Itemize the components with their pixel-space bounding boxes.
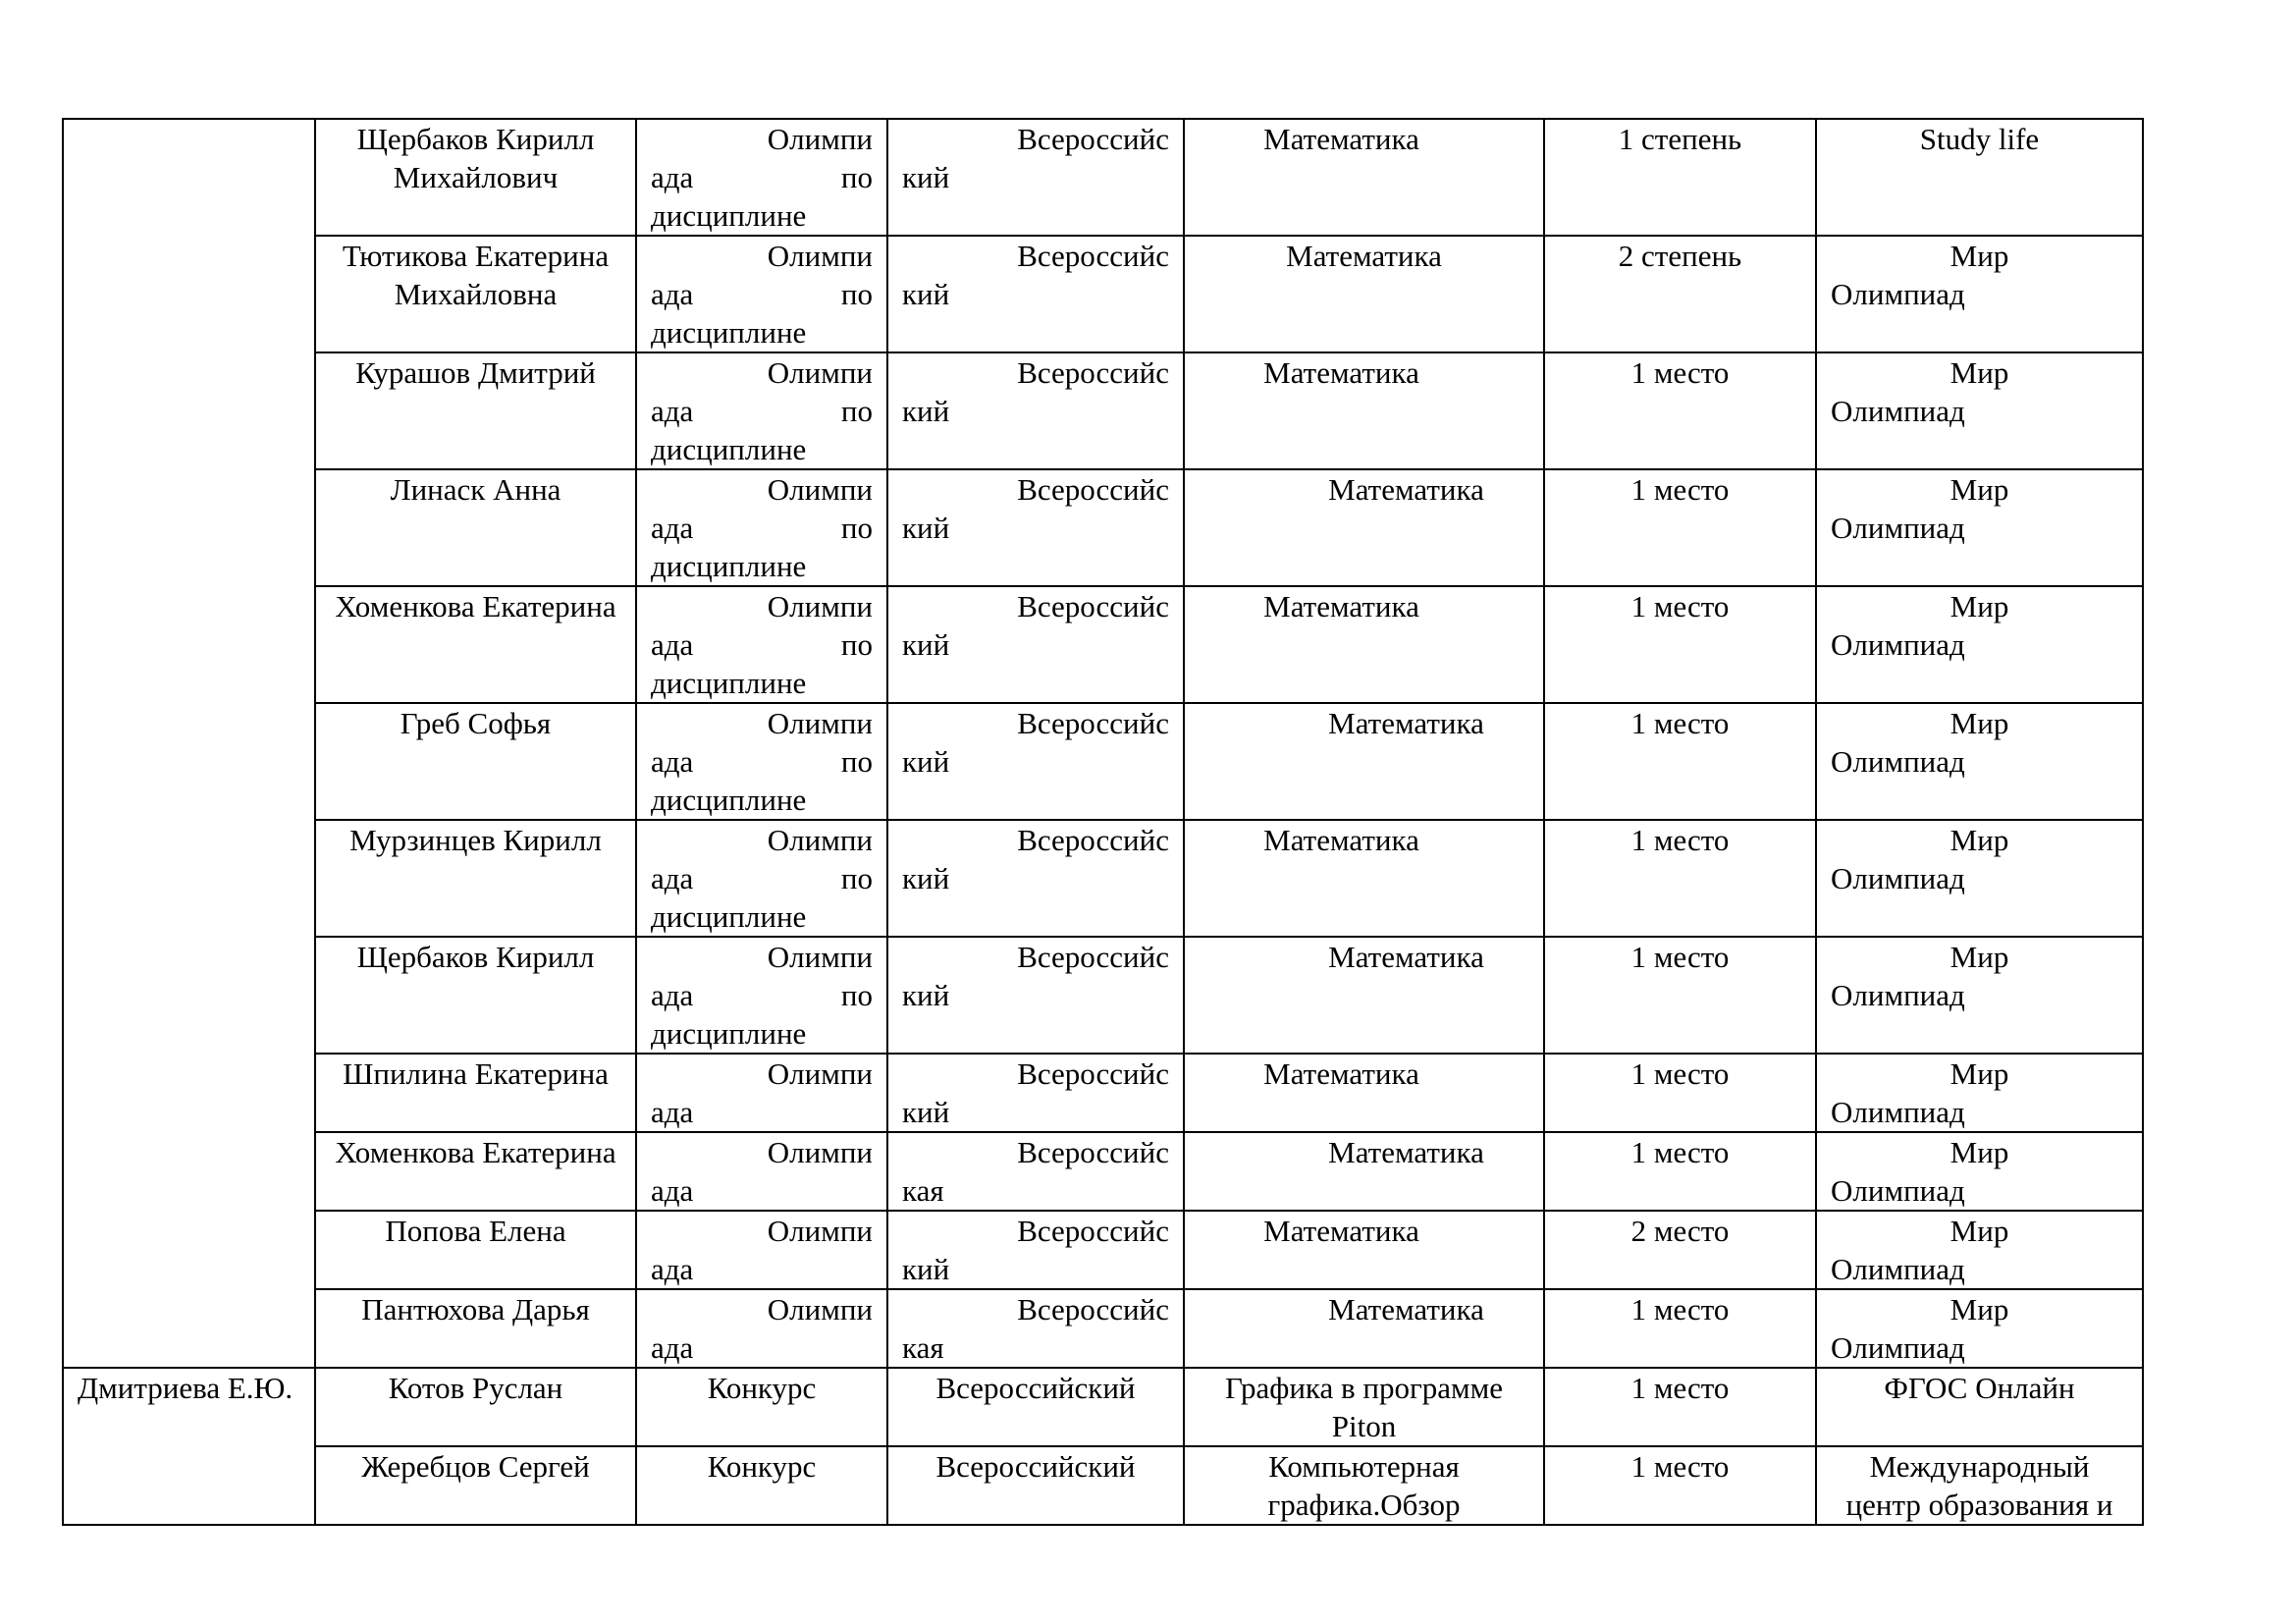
result: 2 место	[1630, 1214, 1730, 1248]
event-type-line: Олимпи	[767, 589, 873, 623]
result: 1 место	[1630, 1371, 1730, 1405]
level-cell	[887, 1211, 1184, 1289]
event-type-line	[637, 509, 886, 547]
organizer-line: Олимпиад	[1831, 978, 1965, 1012]
student-name-cell	[315, 119, 636, 236]
subject-cell	[1184, 1446, 1544, 1525]
organizer-cell	[1816, 1054, 2143, 1132]
subject-cell	[1184, 236, 1544, 352]
table-row	[63, 1211, 2143, 1289]
event-type-line: Олимпи	[767, 1056, 873, 1091]
student-name-cell	[315, 703, 636, 820]
event-type-cell	[636, 586, 887, 703]
event-type-line: Олимпи	[767, 122, 873, 156]
result-cell	[1544, 586, 1816, 703]
level-line: Всероссийс	[1017, 1135, 1169, 1169]
event-type-word: по	[840, 160, 873, 194]
organizer-cell	[1816, 937, 2143, 1054]
event-type-line: ада	[651, 1095, 694, 1129]
result-cell	[1544, 1211, 1816, 1289]
event-type-line: дисциплине	[651, 899, 807, 934]
level-line: Всероссийс	[1017, 355, 1169, 390]
level-cell	[887, 937, 1184, 1054]
event-type-word: по	[840, 394, 873, 428]
subject-cell	[1184, 586, 1544, 703]
level-cell	[887, 469, 1184, 586]
event-type-line: Олимпи	[767, 823, 873, 857]
org-cell	[1816, 1446, 2143, 1525]
event-type-line	[637, 742, 886, 781]
result-cell	[1544, 1446, 1816, 1525]
subject-cell	[1184, 703, 1544, 820]
student-name-cell	[315, 1132, 636, 1211]
result: 1 место	[1630, 823, 1730, 857]
event-type-word: ада	[651, 160, 694, 194]
organizer-line: Мир	[1949, 1135, 2009, 1169]
level-cell	[887, 1368, 1184, 1446]
subject: Математика	[1263, 823, 1419, 857]
event-type-cell	[636, 937, 887, 1054]
event-type-cell	[636, 119, 887, 236]
organizer-line: Олимпиад	[1831, 861, 1965, 895]
event-type-cell	[636, 1054, 887, 1132]
table-row	[63, 1368, 2143, 1446]
organizer-line: Олимпиад	[1831, 1252, 1965, 1286]
organizer: Study life	[1919, 122, 2040, 156]
event-type-line: дисциплине	[651, 315, 807, 350]
student-name: Шпилина Екатерина	[343, 1056, 609, 1091]
organizer-line: Мир	[1949, 1056, 2009, 1091]
event-type-line: дисциплине	[651, 198, 807, 233]
table-row	[63, 119, 2143, 236]
student-name: Хоменкова Екатерина	[335, 589, 616, 623]
level-line: Всероссийс	[1017, 940, 1169, 974]
result-cell	[1544, 119, 1816, 236]
name: Жеребцов Сергей	[361, 1449, 590, 1484]
student-name-cell	[315, 820, 636, 937]
event-type-line: Олимпи	[767, 1135, 873, 1169]
type-cell	[636, 1446, 887, 1525]
organizer-line: Олимпиад	[1831, 277, 1965, 311]
organizer-line: Олимпиад	[1831, 394, 1965, 428]
level-line: Всероссийс	[1017, 1292, 1169, 1326]
level-line: кий	[902, 627, 950, 662]
organizer-cell	[1816, 820, 2143, 937]
subject: Математика	[1328, 1135, 1484, 1169]
level-cell	[887, 703, 1184, 820]
level-line: кий	[902, 978, 950, 1012]
result-cell	[1544, 236, 1816, 352]
results-table	[62, 118, 2144, 1526]
result-cell	[1544, 352, 1816, 469]
organizer-line: Мир	[1949, 1292, 2009, 1326]
result: 1 место	[1630, 706, 1730, 740]
organizer-line: Олимпиад	[1831, 511, 1965, 545]
event-type-cell	[636, 1132, 887, 1211]
result: 2 степень	[1618, 239, 1742, 273]
student-name: Хоменкова Екатерина	[335, 1135, 616, 1169]
result-cell	[1544, 1132, 1816, 1211]
event-type-line: дисциплине	[651, 666, 807, 700]
result: 1 место	[1630, 472, 1730, 507]
event-type-line: Олимпи	[767, 940, 873, 974]
level-line: кий	[902, 744, 950, 779]
table-row	[63, 1289, 2143, 1368]
level-line: Всероссийс	[1017, 239, 1169, 273]
student-name-cell	[315, 586, 636, 703]
event-type-line: Олимпи	[767, 1292, 873, 1326]
level-cell	[887, 1054, 1184, 1132]
organizer-cell	[1816, 1289, 2143, 1368]
event-type-line: дисциплине	[651, 1016, 807, 1051]
event-type-line	[637, 158, 886, 196]
level-line: кий	[902, 861, 950, 895]
level-cell	[887, 1289, 1184, 1368]
organizer-cell	[1816, 352, 2143, 469]
organizer-line: Мир	[1949, 472, 2009, 507]
table-row	[63, 937, 2143, 1054]
level-line: Всероссийс	[1017, 1056, 1169, 1091]
event-type-cell	[636, 703, 887, 820]
organizer-cell	[1816, 236, 2143, 352]
event-type-line	[637, 976, 886, 1014]
org: ФГОС Онлайн	[1884, 1371, 2075, 1405]
organizer-line: Олимпиад	[1831, 1173, 1965, 1208]
result: 1 место	[1630, 1056, 1730, 1091]
event-type-line	[637, 275, 886, 313]
event-type-cell	[636, 469, 887, 586]
subject-cell	[1184, 1132, 1544, 1211]
event-type-word: ада	[651, 277, 694, 311]
student-name-cell	[315, 1054, 636, 1132]
event-type-word: ада	[651, 861, 694, 895]
student-name-cell	[315, 1289, 636, 1368]
student-name-cell	[315, 1211, 636, 1289]
level-line: Всероссийс	[1017, 589, 1169, 623]
subject-cell	[1184, 820, 1544, 937]
event-type-cell	[636, 1289, 887, 1368]
event-type-line	[637, 625, 886, 664]
table-row	[63, 1446, 2143, 1525]
result: 1 место	[1630, 1135, 1730, 1169]
table-row	[63, 820, 2143, 937]
name: Котов Руслан	[388, 1371, 563, 1405]
organizer-cell	[1816, 469, 2143, 586]
event-type-line: Олимпи	[767, 355, 873, 390]
student-name: Линаск Анна	[390, 472, 561, 507]
table-row	[63, 703, 2143, 820]
student-name: Попова Елена	[385, 1214, 566, 1248]
level-line: кий	[902, 511, 950, 545]
event-type-cell	[636, 236, 887, 352]
level-cell	[887, 352, 1184, 469]
event-type-line: Олимпи	[767, 239, 873, 273]
result: 1 место	[1630, 1292, 1730, 1326]
result: 1 степень	[1618, 122, 1742, 156]
subject: Математика	[1263, 589, 1419, 623]
event-type-cell	[636, 820, 887, 937]
subject-cell	[1184, 1054, 1544, 1132]
level-cell	[887, 1132, 1184, 1211]
result-cell	[1544, 1289, 1816, 1368]
type-cell	[636, 1368, 887, 1446]
result-cell	[1544, 820, 1816, 937]
level-cell	[887, 119, 1184, 236]
organizer-line: Мир	[1949, 355, 2009, 390]
organizer-line: Мир	[1949, 940, 2009, 974]
event-type-line: ада	[651, 1252, 694, 1286]
table-row	[63, 1054, 2143, 1132]
student-name: Курашов Дмитрий	[355, 355, 596, 390]
level-line: кий	[902, 1252, 950, 1286]
organizer-line: Олимпиад	[1831, 1095, 1965, 1129]
type: Конкурс	[707, 1449, 817, 1484]
event-type-word: по	[840, 277, 873, 311]
subject-cell	[1184, 352, 1544, 469]
student-name: Тютикова Екатерина Михайловна	[342, 239, 610, 311]
event-type-word: ада	[651, 978, 694, 1012]
teacher-cell	[63, 1368, 315, 1525]
result: 1 место	[1630, 1449, 1730, 1484]
level-line: кая	[902, 1173, 944, 1208]
event-type-word: ада	[651, 394, 694, 428]
subject-cell	[1184, 469, 1544, 586]
event-type-cell	[636, 1211, 887, 1289]
result: 1 место	[1630, 355, 1730, 390]
organizer-line: Мир	[1949, 706, 2009, 740]
event-type-word: ада	[651, 511, 694, 545]
event-type-line: дисциплине	[651, 549, 807, 583]
subject: Математика	[1263, 1214, 1419, 1248]
subject: Математика	[1263, 355, 1419, 390]
event-type-word: по	[840, 978, 873, 1012]
level-cell	[887, 1446, 1184, 1525]
organizer-line: Олимпиад	[1831, 1330, 1965, 1365]
subject: Математика	[1263, 1056, 1419, 1091]
event-type-line: Олимпи	[767, 472, 873, 507]
subject-cell	[1184, 1368, 1544, 1446]
type: Конкурс	[707, 1371, 817, 1405]
organizer-line: Мир	[1949, 1214, 2009, 1248]
table-row	[63, 352, 2143, 469]
subject-cell	[1184, 1289, 1544, 1368]
subject: Математика	[1328, 706, 1484, 740]
result-cell	[1544, 1054, 1816, 1132]
event-type-line: Олимпи	[767, 1214, 873, 1248]
event-type-word: по	[840, 627, 873, 662]
result: 1 место	[1630, 940, 1730, 974]
level-line: Всероссийс	[1017, 122, 1169, 156]
table-row	[63, 236, 2143, 352]
organizer-cell	[1816, 1211, 2143, 1289]
subject-cell	[1184, 937, 1544, 1054]
result-cell	[1544, 469, 1816, 586]
result-cell	[1544, 1368, 1816, 1446]
result-cell	[1544, 937, 1816, 1054]
subject: Математика	[1286, 239, 1442, 273]
subject-cell	[1184, 1211, 1544, 1289]
teacher-name: Дмитриева Е.Ю.	[78, 1371, 294, 1405]
org: Международный центр образования и	[1845, 1449, 2113, 1522]
event-type-line	[637, 392, 886, 430]
result: 1 место	[1630, 589, 1730, 623]
student-name-cell	[315, 352, 636, 469]
event-type-word: ада	[651, 627, 694, 662]
event-type-line	[637, 859, 886, 897]
student-name: Щербаков Кирилл Михайлович	[356, 122, 595, 194]
name-cell	[315, 1368, 636, 1446]
student-name: Мурзинцев Кирилл	[349, 823, 602, 857]
organizer-cell	[1816, 1132, 2143, 1211]
organizer-line: Олимпиад	[1831, 627, 1965, 662]
student-name: Пантюхова Дарья	[361, 1292, 590, 1326]
student-name-cell	[315, 236, 636, 352]
level-cell	[887, 236, 1184, 352]
organizer-line: Олимпиад	[1831, 744, 1965, 779]
event-type-line: ада	[651, 1330, 694, 1365]
organizer-cell	[1816, 119, 2143, 236]
organizer-cell	[1816, 703, 2143, 820]
level-line: кий	[902, 394, 950, 428]
organizer-line: Мир	[1949, 589, 2009, 623]
table-row	[63, 469, 2143, 586]
organizer-line: Мир	[1949, 823, 2009, 857]
organizer-cell	[1816, 586, 2143, 703]
teacher-cell	[63, 119, 315, 1368]
subject: Графика в программе Piton	[1225, 1371, 1503, 1443]
level-cell	[887, 586, 1184, 703]
level-line: Всероссийс	[1017, 706, 1169, 740]
result-cell	[1544, 703, 1816, 820]
org-cell	[1816, 1368, 2143, 1446]
table-row	[63, 586, 2143, 703]
event-type-line: дисциплине	[651, 432, 807, 466]
student-name: Греб Софья	[400, 706, 552, 740]
student-name: Щербаков Кирилл	[356, 940, 595, 974]
table-row	[63, 1132, 2143, 1211]
subject-cell	[1184, 119, 1544, 236]
event-type-line: Олимпи	[767, 706, 873, 740]
level-line: кий	[902, 1095, 950, 1129]
subject: Компьютерная графика.Обзор	[1267, 1449, 1461, 1522]
organizer-line: Мир	[1949, 239, 2009, 273]
level-line: Всероссийс	[1017, 823, 1169, 857]
event-type-cell	[636, 352, 887, 469]
event-type-line: ада	[651, 1173, 694, 1208]
event-type-word: по	[840, 861, 873, 895]
level-line: кий	[902, 277, 950, 311]
level-line: Всероссийс	[1017, 1214, 1169, 1248]
subject: Математика	[1328, 940, 1484, 974]
level-line: Всероссийс	[1017, 472, 1169, 507]
level-line: кий	[902, 160, 950, 194]
event-type-word: по	[840, 744, 873, 779]
level-line: кая	[902, 1330, 944, 1365]
event-type-word: ада	[651, 744, 694, 779]
event-type-word: по	[840, 511, 873, 545]
level-cell	[887, 820, 1184, 937]
student-name-cell	[315, 469, 636, 586]
name-cell	[315, 1446, 636, 1525]
subject: Математика	[1263, 122, 1419, 156]
level: Всероссийский	[935, 1371, 1136, 1405]
level: Всероссийский	[935, 1449, 1136, 1484]
student-name-cell	[315, 937, 636, 1054]
event-type-line: дисциплине	[651, 783, 807, 817]
subject: Математика	[1328, 1292, 1484, 1326]
subject: Математика	[1328, 472, 1484, 507]
